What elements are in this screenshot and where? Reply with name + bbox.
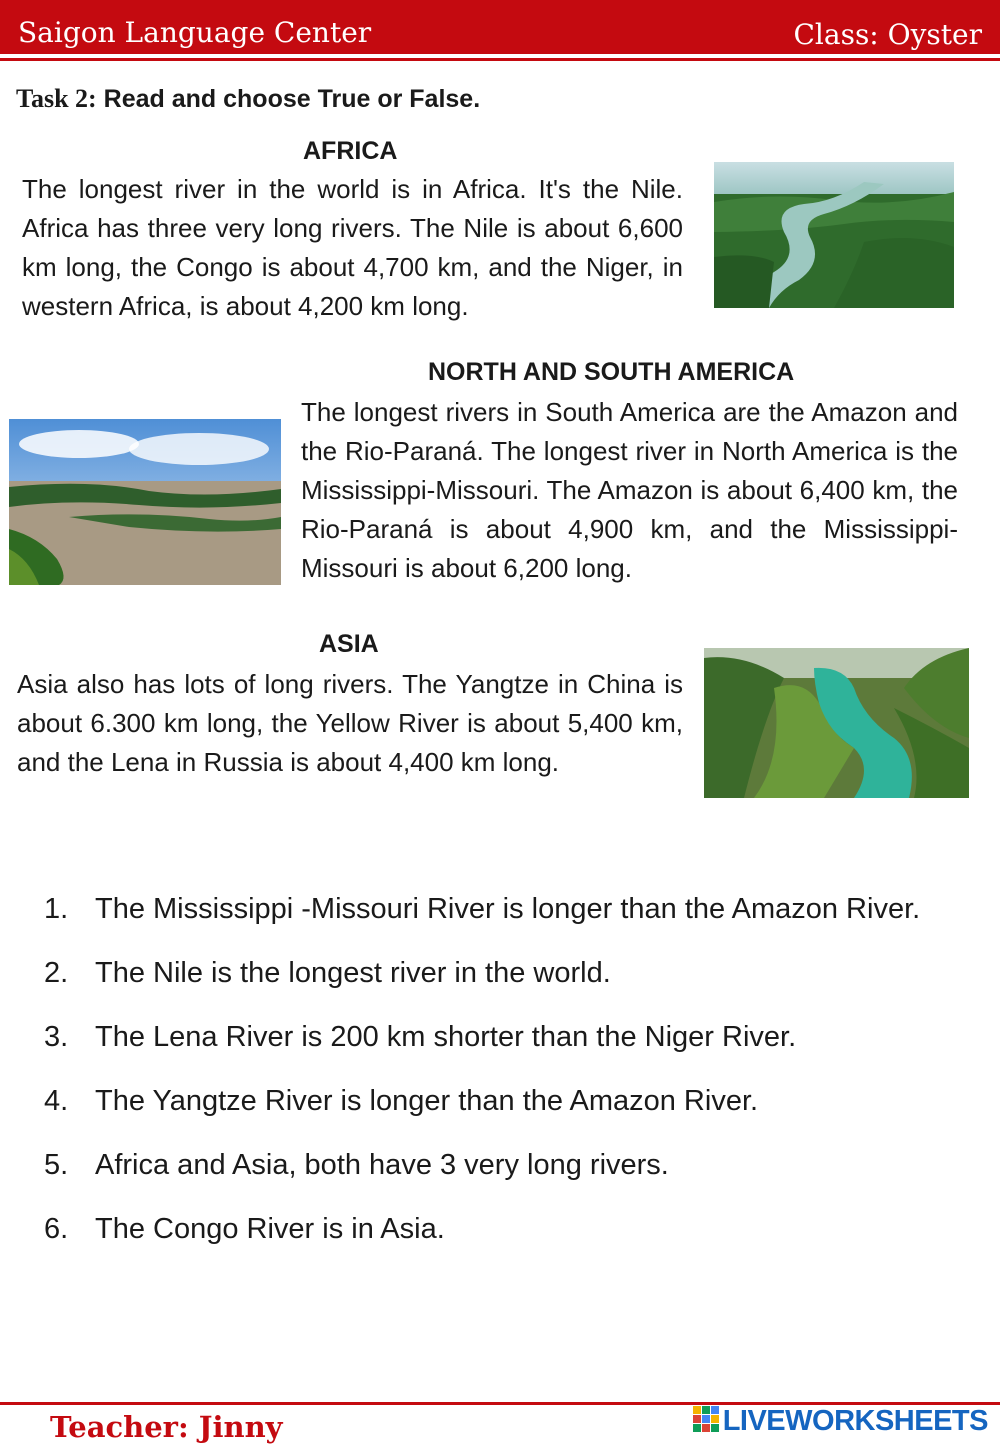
question-number: 5. xyxy=(44,1149,69,1181)
africa-paragraph: The longest river in the world is in Africa. It's the Nile. Africa has three very long rivers. The Nile is about 6,600 km long, the Congo is about 4,700 km, and the Niger, in western Africa, is about 4,200 km long. xyxy=(22,174,683,321)
question-number: 1. xyxy=(44,893,69,925)
question-text: The Yangtze River is longer than the Amazon River. xyxy=(95,1085,759,1117)
question-text: Africa and Asia, both have 3 very long rivers. xyxy=(95,1149,669,1181)
questions-list xyxy=(44,877,964,1261)
americas-heading: NORTH AND SOUTH AMERICA xyxy=(428,358,795,386)
wide-river-photo xyxy=(9,419,281,585)
canyon-river-photo xyxy=(704,648,969,798)
question-number: 4. xyxy=(44,1085,69,1117)
question-item xyxy=(44,1005,964,1069)
question-item xyxy=(44,1069,964,1133)
header-divider xyxy=(0,58,1000,61)
asia-paragraph: Asia also has lots of long rivers. The Yangtze in China is about 6.300 km long, the Yellow River is about 5,400 km, and the Lena in Russia is about 4,400 km long. xyxy=(17,669,683,777)
question-text: The Nile is the longest river in the world. xyxy=(95,957,611,989)
question-item xyxy=(44,1197,964,1261)
task-number: Task 2: xyxy=(16,84,97,113)
task-title xyxy=(16,84,480,114)
question-text: The Lena River is 200 km shorter than the Niger River. xyxy=(95,1021,797,1053)
school-name: Saigon Language Center xyxy=(18,16,372,49)
question-item xyxy=(44,1133,964,1197)
header-bar xyxy=(0,0,1000,54)
question-text: The Congo River is in Asia. xyxy=(95,1213,445,1245)
river-delta-photo xyxy=(714,162,954,308)
liveworksheets-logo-icon xyxy=(693,1406,719,1437)
question-number: 2. xyxy=(44,957,69,989)
americas-paragraph: The longest rivers in South America are the Amazon and the Rio-Paraná. The longest river in North America is the Mississippi-Missouri. The Amazon is about 6,400 km, the Rio-Paraná is about 4,900 km, and the Mississippi- Missouri is about 6,200 long. xyxy=(301,397,958,583)
asia-heading: ASIA xyxy=(319,630,379,658)
liveworksheets-label: LIVEWORKSHEETS xyxy=(722,1404,988,1437)
question-number: 3. xyxy=(44,1021,69,1053)
task-instruction: Read and choose True or False. xyxy=(103,85,481,113)
class-name: Class: Oyster xyxy=(793,18,982,51)
question-item xyxy=(44,877,964,941)
liveworksheets-brand[interactable] xyxy=(693,1404,988,1438)
africa-heading: AFRICA xyxy=(303,137,398,165)
teacher-name: Teacher: Jinny xyxy=(50,1410,283,1444)
question-item xyxy=(44,941,964,1005)
question-number: 6. xyxy=(44,1213,69,1245)
question-text: The Mississippi -Missouri River is longer than the Amazon River. xyxy=(95,893,921,925)
